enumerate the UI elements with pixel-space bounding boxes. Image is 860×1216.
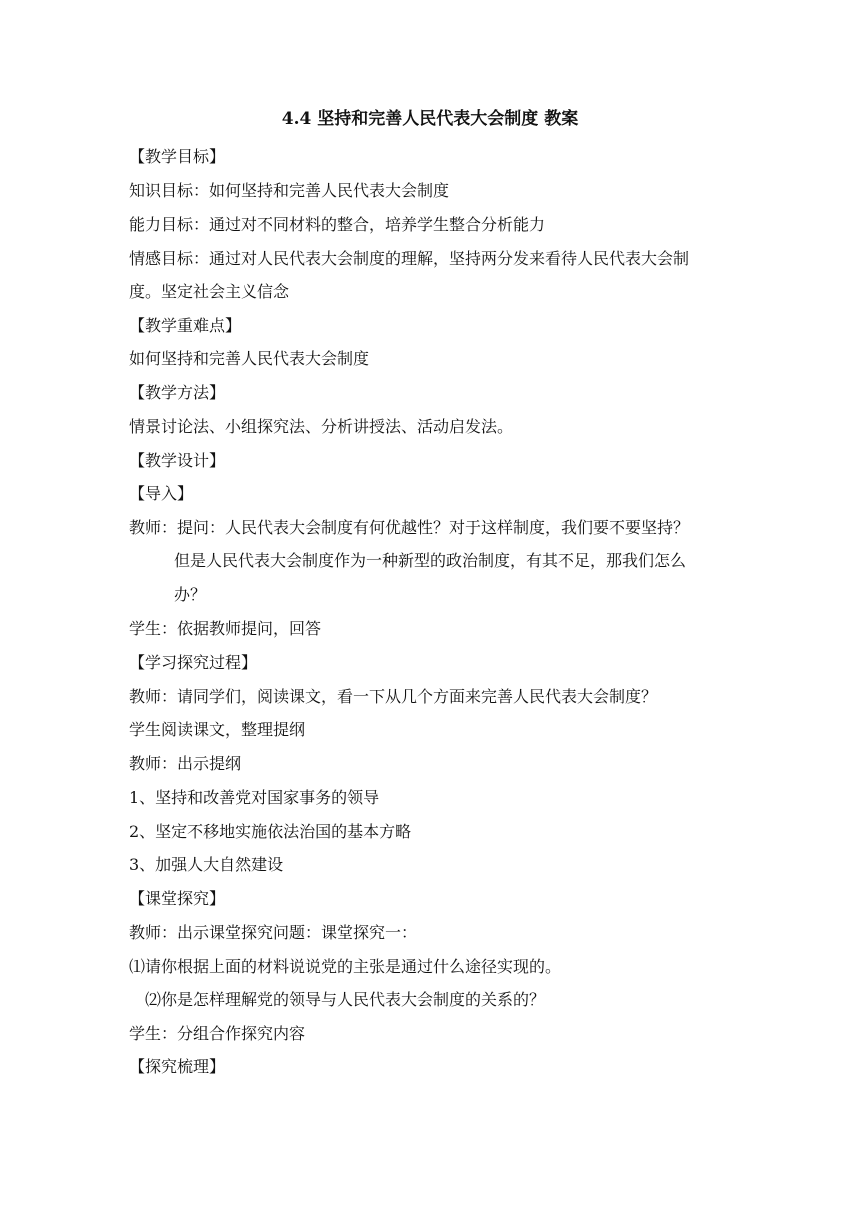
outline-item-1: 1、坚持和改善党对国家事务的领导 bbox=[129, 788, 380, 807]
teacher-reading-instruction-line: 教师：请同学们，阅读课文，看一下从几个方面来完善人民代表大会制度？ bbox=[129, 687, 658, 706]
teaching-methods-line: 情景讨论法、小组探究法、分析讲授法、活动启发法。 bbox=[129, 417, 514, 436]
emotion-goal-line: 情感目标：通过对人民代表大会制度的理解，坚持两分发来看待人民代表大会制 bbox=[129, 249, 690, 268]
section-heading-teaching-methods: 【教学方法】 bbox=[129, 383, 226, 402]
section-heading-inquiry-summary: 【探究梳理】 bbox=[129, 1057, 226, 1076]
student-reading-line: 学生阅读课文，整理提纲 bbox=[129, 720, 306, 739]
teacher-outline-line: 教师：出示提纲 bbox=[129, 754, 242, 773]
key-point-line: 如何坚持和完善人民代表大会制度 bbox=[129, 349, 370, 368]
teacher-question-line-continued: 但是人民代表大会制度作为一种新型的政治制度，有其不足，那我们怎么 bbox=[174, 551, 687, 570]
document-title: 4.4 坚持和完善人民代表大会制度 教案 bbox=[281, 109, 579, 129]
section-heading-classroom-inquiry: 【课堂探究】 bbox=[129, 889, 226, 908]
teacher-question-line: 教师：提问：人民代表大会制度有何优越性？对于这样制度，我们要不要坚持？ bbox=[129, 518, 690, 537]
ability-goal-line: 能力目标：通过对不同材料的整合，培养学生整合分析能力 bbox=[129, 215, 546, 234]
teacher-inquiry-question-line: 教师：出示课堂探究问题：课堂探究一： bbox=[129, 923, 418, 942]
section-heading-introduction: 【导入】 bbox=[129, 484, 194, 503]
inquiry-question-1: ⑴请你根据上面的材料说说党的主张是通过什么途径实现的。 bbox=[129, 957, 562, 976]
section-heading-learning-process: 【学习探究过程】 bbox=[129, 653, 258, 672]
section-heading-teaching-design: 【教学设计】 bbox=[129, 451, 226, 470]
outline-item-3: 3、加强人大自然建设 bbox=[129, 855, 284, 874]
student-group-work-line: 学生：分组合作探究内容 bbox=[129, 1024, 306, 1043]
teacher-question-line-end: 办？ bbox=[174, 585, 207, 604]
emotion-goal-line-continued: 度。坚定社会主义信念 bbox=[129, 282, 290, 301]
knowledge-goal-line: 知识目标：如何坚持和完善人民代表大会制度 bbox=[129, 181, 450, 200]
student-answer-line: 学生：依据教师提问，回答 bbox=[129, 619, 322, 638]
inquiry-question-2: ⑵你是怎样理解党的领导与人民代表大会制度的关系的？ bbox=[145, 990, 546, 1009]
section-heading-teaching-goals: 【教学目标】 bbox=[129, 147, 226, 166]
section-heading-key-difficult-points: 【教学重难点】 bbox=[129, 316, 242, 335]
outline-item-2: 2、坚定不移地实施依法治国的基本方略 bbox=[129, 822, 412, 841]
